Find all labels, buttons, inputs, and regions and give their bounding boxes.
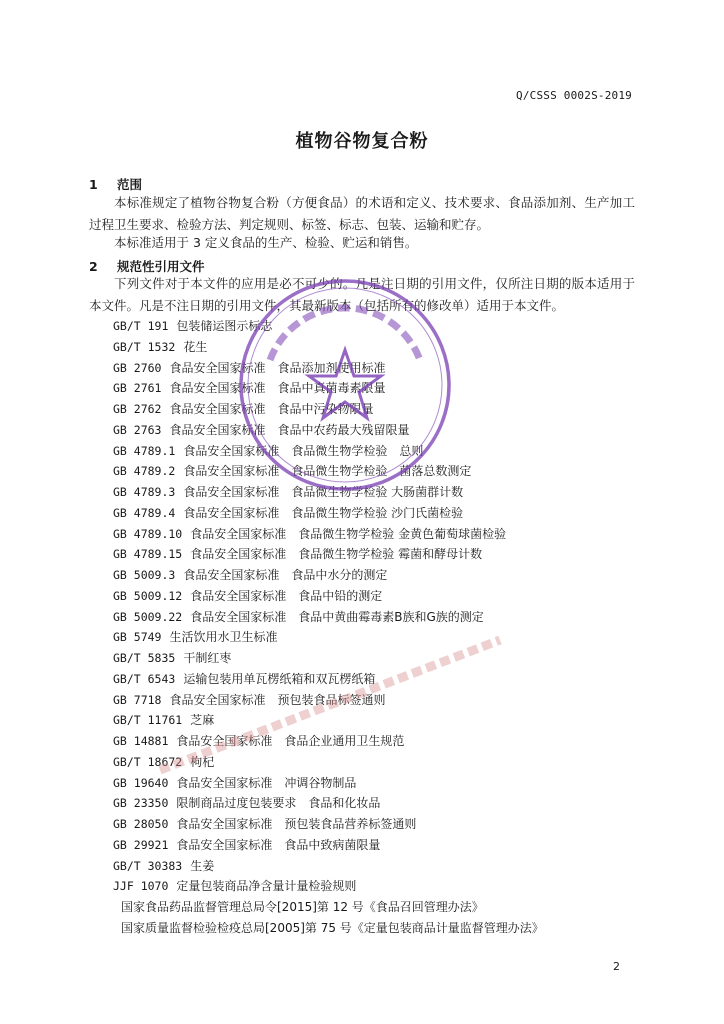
reference-item (113, 752, 544, 773)
reference-code: GB 23350 (113, 796, 169, 811)
reference-title: 国家食品药品监督管理总局令[2015]第 12 号《食品召回管理办法》 (121, 900, 484, 914)
reference-code: GB 2761 (113, 381, 162, 396)
reference-title: 食品安全国家标准 食品中真菌毒素限量 (169, 381, 386, 396)
reference-list (113, 316, 544, 939)
reference-title: 食品安全国家标准 食品中污染物限量 (169, 402, 374, 416)
reference-code: GB 19640 (113, 775, 169, 790)
reference-code: GB 5009.3 (113, 568, 176, 582)
reference-code: GB 5749 (113, 630, 162, 645)
reference-title: 食品安全国家标准 食品中黄曲霉毒素B族和G族的测定 (190, 609, 484, 624)
reference-item (113, 627, 544, 648)
reference-title: 国家质量监督检验检疫总局[2005]第 75 号《定量包装商品计量监督管理办法》 (121, 920, 544, 935)
reference-item (113, 565, 544, 586)
standard-code: Q/CSSS 0002S-2019 (516, 89, 632, 102)
reference-title: 干制红枣 (183, 651, 232, 665)
reference-title: 食品安全国家标准 食品微生物学检验 霉菌和酵母计数 (190, 547, 483, 562)
reference-item (113, 461, 544, 482)
reference-title: 食品安全国家标准 食品中铅的测定 (190, 588, 383, 603)
reference-item (113, 835, 544, 856)
reference-item (113, 399, 544, 420)
reference-code: GB/T 191 (113, 319, 169, 333)
section-2-paragraph-1: 下列文件对于本文件的应用是必不可少的。凡是注日期的引用文件，仅所注日期的版本适用于本文件。凡是不注日期的引用文件，其最新版本（包括所有的修改单）适用于本文件。 (89, 276, 635, 313)
reference-title: 食品安全国家标准 食品企业通用卫生规范 (176, 734, 405, 748)
reference-title: 运输包装用单瓦楞纸箱和双瓦楞纸箱 (183, 671, 376, 686)
reference-title: 食品安全国家标准 食品微生物学检验 沙门氏菌检验 (183, 505, 464, 520)
reference-code: GB/T 18672 (113, 754, 183, 769)
reference-code: GB 4789.2 (113, 464, 176, 479)
section-title: 范围 (117, 177, 143, 192)
reference-item (113, 378, 544, 399)
reference-title: 食品安全国家标准 预包装食品营养标签通则 (176, 817, 417, 831)
reference-item (113, 814, 544, 835)
reference-title: 食品安全国家标准 食品中水分的测定 (183, 568, 388, 582)
reference-code: GB 4789.3 (113, 485, 176, 499)
document-title: 植物谷物复合粉 (295, 131, 429, 152)
reference-title: 食品安全国家标准 冲调谷物制品 (176, 775, 357, 790)
reference-title: 花生 (183, 339, 208, 354)
reference-code: GB 29921 (113, 837, 169, 852)
reference-item (113, 648, 544, 669)
reference-title: 枸杞 (190, 754, 215, 769)
section-1-heading (89, 175, 142, 193)
reference-item (113, 793, 544, 814)
page-number: 2 (613, 960, 620, 973)
reference-item (113, 856, 544, 877)
reference-item (113, 524, 544, 545)
reference-item (113, 503, 544, 524)
section-number: 1 (89, 177, 98, 192)
reference-item (113, 337, 544, 358)
reference-title: 食品安全国家标准 食品微生物学检验 金黄色葡萄球菌检验 (190, 526, 507, 541)
reference-item (113, 586, 544, 607)
reference-item (113, 482, 544, 503)
reference-item (113, 316, 544, 337)
reference-item (113, 876, 544, 897)
reference-title: 食品安全国家标准 食品中致病菌限量 (176, 837, 381, 852)
reference-title: 限制商品过度包装要求 食品和化妆品 (176, 796, 381, 811)
reference-code: GB/T 11761 (113, 713, 183, 728)
reference-code: GB 5009.12 (113, 588, 183, 603)
section-title: 规范性引用文件 (117, 259, 205, 274)
reference-title: 食品安全国家标准 预包装食品标签通则 (169, 692, 386, 707)
reference-code: GB/T 5835 (113, 651, 176, 665)
reference-item (113, 544, 544, 565)
reference-title: 食品安全国家标准 食品微生物学检验 菌落总数测定 (183, 464, 472, 479)
reference-title: 生活饮用水卫生标准 (169, 630, 278, 645)
reference-code: GB 2760 (113, 360, 162, 375)
reference-code: GB 4789.10 (113, 526, 183, 541)
reference-code: GB 4789.1 (113, 443, 176, 458)
section-1-paragraph-2: 本标准适用于 3 定义食品的生产、检验、贮运和销售。 (114, 235, 418, 250)
reference-code: GB 4789.4 (113, 505, 176, 520)
reference-code: GB 4789.15 (113, 547, 183, 562)
reference-code: JJF 1070 (113, 879, 169, 894)
reference-item (113, 918, 544, 939)
reference-code: GB 2763 (113, 422, 162, 437)
reference-item (113, 607, 544, 628)
reference-title: 定量包装商品净含量计量检验规则 (176, 879, 357, 894)
reference-code: GB/T 1532 (113, 339, 176, 354)
reference-code: GB 14881 (113, 734, 169, 748)
reference-code: GB 28050 (113, 817, 169, 831)
reference-title: 食品安全国家标准 食品微生物学检验 大肠菌群计数 (183, 485, 464, 499)
reference-item (113, 358, 544, 379)
reference-item (113, 420, 544, 441)
reference-code: GB/T 30383 (113, 858, 183, 873)
reference-code: GB 5009.22 (113, 609, 183, 624)
reference-title: 芝麻 (190, 713, 215, 728)
reference-item (113, 690, 544, 711)
reference-code: GB 2762 (113, 402, 162, 416)
reference-title: 食品安全国家标准 食品微生物学检验 总则 (183, 443, 424, 458)
reference-title: 包装储运图示标志 (176, 319, 273, 333)
reference-item (113, 441, 544, 462)
reference-title: 食品安全国家标准 食品中农药最大残留限量 (169, 422, 410, 437)
reference-title: 生姜 (190, 858, 215, 873)
reference-item (113, 710, 544, 731)
reference-code: GB 7718 (113, 692, 162, 707)
reference-item (113, 669, 544, 690)
reference-item (113, 897, 544, 918)
section-1-paragraph-1: 本标准规定了植物谷物复合粉（方便食品）的术语和定义、技术要求、食品添加剂、生产加工过程卫生要求、检验方法、判定规则、标签、标志、包装、运输和贮存。 (89, 195, 635, 232)
reference-item (113, 773, 544, 794)
reference-code: GB/T 6543 (113, 671, 176, 686)
reference-title: 食品安全国家标准 食品添加剂使用标准 (169, 360, 386, 375)
reference-item (113, 731, 544, 752)
section-number: 2 (89, 259, 98, 274)
